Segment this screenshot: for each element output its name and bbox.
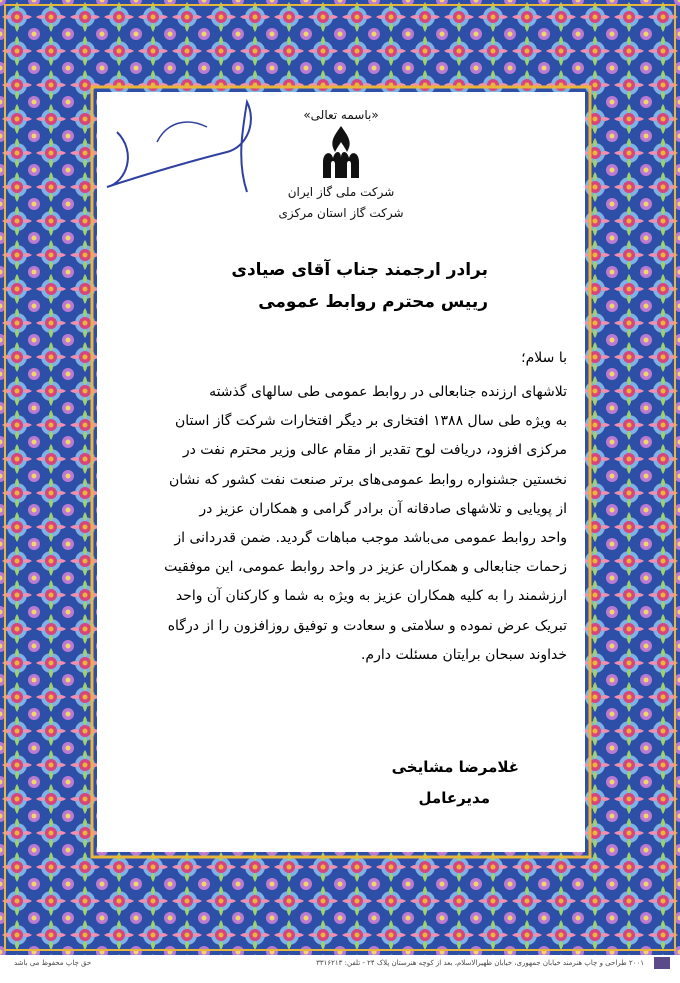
salutation: با سلام؛ — [521, 350, 567, 366]
letter-line: از پویایی و تلاشهای صادقانه آن برادر گرامی و همکاران عزیز در — [199, 500, 567, 517]
printer-logo-icon — [654, 957, 670, 969]
letter-line: به ویژه طی سال ۱۳۸۸ افتخاری بر دیگر افتخارات شرکت گاز استان — [174, 413, 567, 430]
letter-line: تبریک عرض نموده و سلامتی و سعادت و توفیق روزافزون را از درگاه — [167, 617, 567, 634]
letter-paragraph — [109, 378, 567, 670]
recipient-line-1: برادر ارجمند جناب آقای صیادی — [231, 260, 488, 280]
letter-line: واحد روابط عمومی می‌باشد موجب مباهات گردید. ضمن قدردانی از — [174, 530, 567, 547]
letter-body — [97, 92, 585, 852]
sub-company-name: شرکت گاز استان مرکزی — [278, 206, 404, 220]
letter-line: تلاشهای ارزنده جنابعالی در روابط عمومی طی سالهای گذشته — [209, 384, 567, 400]
letter-line: زحمات جنابعالی و همکاران عزیز در واحد روابط عمومی، این موفقیت — [164, 559, 567, 576]
company-name: شرکت ملی گاز ایران — [287, 185, 395, 199]
signer-name: غلامرضا مشایخی — [391, 758, 519, 776]
recipient-line-2: رییس محترم روابط عمومی — [258, 292, 488, 312]
letter-line: خداوند سبحان برایتان مسئلت دارم. — [360, 646, 567, 663]
letter-line: مرکزی افزود، دریافت لوح تقدیر از مقام عالی وزیر محترم نفت در — [182, 442, 567, 459]
handwritten-signature — [97, 92, 277, 202]
signer-title: مدیرعامل — [418, 789, 490, 807]
copyright-note: حق چاپ محفوظ می باشد — [14, 959, 92, 967]
footer-strip — [6, 956, 674, 972]
letter-line: ارزشمند را به کلیه همکاران عزیز به ویژه به شما و کارکنان آن واحد — [175, 588, 567, 605]
printer-address: ۲۰۰۱ طراحی و چاپ هنرمند خیابان جمهوری، خیابان ظهیرالاسلام، بعد از کوچه هنرستان پلاک ۲۴ - تلفن: ۳۳۱۶۲۱۳ — [316, 959, 644, 967]
letter-line: نخستین جشنواره روابط عمومی‌های برتر صنعت نفت کشور که نشان — [168, 471, 567, 488]
basmala: «باسمه تعالی» — [303, 108, 379, 122]
gas-company-flame-logo-icon — [311, 122, 371, 186]
